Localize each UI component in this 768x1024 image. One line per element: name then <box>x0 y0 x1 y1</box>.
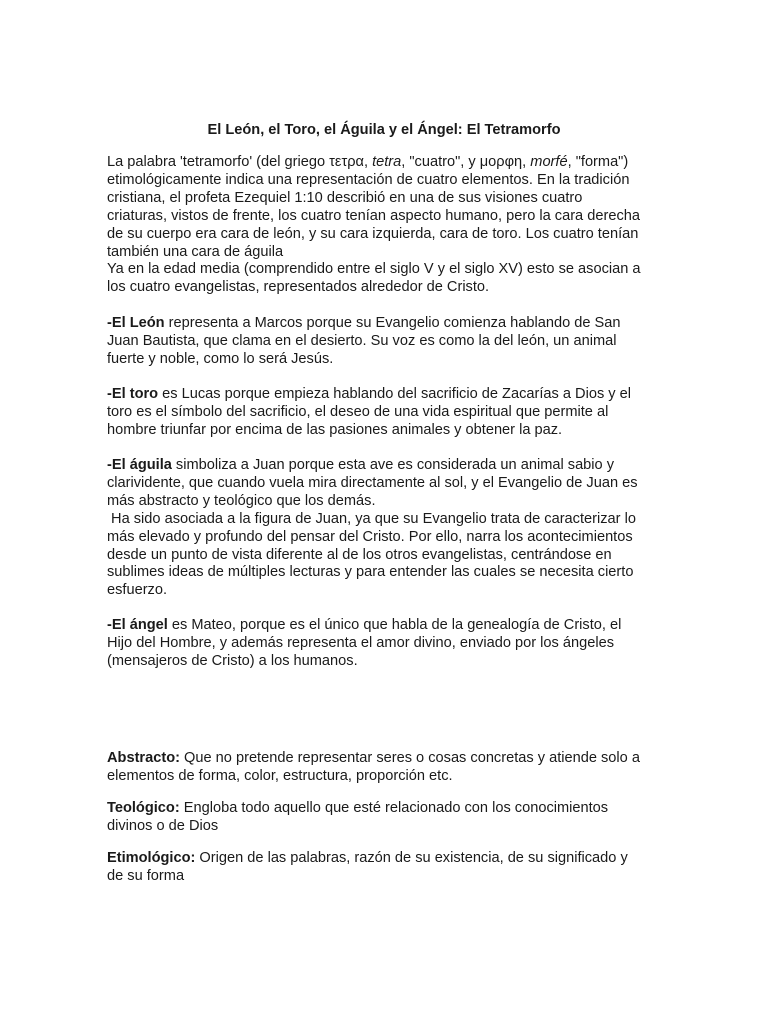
leon-label: -El León <box>107 315 165 331</box>
etimologico-line-1: Etimológico: Origen de las palabras, razón de su existencia, de su significado y <box>107 850 628 866</box>
glossary-teologico <box>107 800 667 836</box>
aguila-line-5: más elevado y profundo del pensar del Cristo. Por ello, narra los acontecimientos <box>107 528 633 545</box>
etimologico-term: Etimológico: <box>107 850 196 866</box>
intro-line-6: también una cara de águila <box>107 243 284 260</box>
document-title: El León, el Toro, el Águila y el Ángel: El Tetramorfo <box>207 122 561 138</box>
aguila-line-7: sublimes ideas de múltiples lecturas y para entender las cuales se necesita cierto <box>107 564 634 581</box>
aguila-line-1: -El águila simboliza a Juan porque esta ave es considerada un animal sabio y <box>107 457 615 473</box>
leon-line-3: fuerte y noble, como lo será Jesús. <box>107 350 334 367</box>
leon-line-2: Juan Bautista, que clama en el desierto. Su voz es como la del león, un animal <box>107 332 617 349</box>
aguila-line-2: clarividente, que cuando vuela mira directamente al sol, y el Evangelio de Juan es <box>107 474 638 491</box>
aguila-line-3: más abstracto y teológico que los demás. <box>107 492 376 509</box>
angel-line-2: Hijo del Hombre, y además representa el amor divino, enviado por los ángeles <box>107 634 614 651</box>
teologico-line-1: Teológico: Engloba todo aquello que esté relacionado con los conocimientos <box>107 800 609 816</box>
abstracto-line-2: elementos de forma, color, estructura, proporción etc. <box>107 767 453 784</box>
intro-line-5: de su cuerpo era cara de león, y su cara izquierda, cara de toro. Los cuatro tenían <box>107 225 639 242</box>
abstracto-term: Abstracto: <box>107 750 180 766</box>
aguila-line-4: Ha sido asociada a la figura de Juan, ya que su Evangelio trata de caracterizar lo <box>107 510 636 527</box>
toro-line-3: hombre triunfar por encima de las pasiones animales y obtener la paz. <box>107 421 563 438</box>
aguila-line-6: desde un punto de vista diferente al de los otros evangelistas, centrándose en <box>107 546 612 563</box>
aguila-paragraph <box>107 457 667 600</box>
leon-paragraph <box>107 315 667 369</box>
intro-line-7: Ya en la edad media (comprendido entre el siglo V y el siglo XV) esto se asocian a <box>107 261 641 278</box>
glossary-abstracto <box>107 750 667 786</box>
intro-line-3: cristiana, el profeta Ezequiel 1:10 describió en una de sus visiones cuatro <box>107 189 583 206</box>
toro-line-1: -El toro es Lucas porque empieza hablando del sacrificio de Zacarías a Dios y el <box>107 386 632 402</box>
teologico-line-2: divinos o de Dios <box>107 817 219 834</box>
glossary-etimologico <box>107 850 667 886</box>
intro-line-4: criaturas, vistos de frente, los cuatro tenían aspecto humano, pero la cara derecha <box>107 207 640 224</box>
angel-paragraph <box>107 617 667 671</box>
intro-line-2: etimológicamente indica una representación de cuatro elementos. En la tradición <box>107 171 630 188</box>
intro-line-8: los cuatro evangelistas, representados alrededor de Cristo. <box>107 279 490 296</box>
intro-line-1: La palabra 'tetramorfo' (del griego τετρα, tetra, "cuatro", y μορφη, morfé, "forma") <box>107 154 629 170</box>
abstracto-line-1: Abstracto: Que no pretende representar seres o cosas concretas y atiende solo a <box>107 750 640 766</box>
etimologico-line-2: de su forma <box>107 867 185 884</box>
angel-line-3: (mensajeros de Cristo) a los humanos. <box>107 652 358 669</box>
teologico-term: Teológico: <box>107 800 180 816</box>
aguila-line-8: esfuerzo. <box>107 582 168 599</box>
angel-label: -El ángel <box>107 617 168 633</box>
leon-line-1: -El León representa a Marcos porque su Evangelio comienza hablando de San <box>107 315 621 331</box>
aguila-label: -El águila <box>107 457 172 473</box>
toro-paragraph <box>107 386 667 440</box>
intro-paragraph <box>107 154 667 297</box>
toro-line-2: toro es el símbolo del sacrificio, el deseo de una vida espiritual que permite al <box>107 403 609 420</box>
angel-line-1: -El ángel es Mateo, porque es el único que habla de la genealogía de Cristo, el <box>107 617 622 633</box>
toro-label: -El toro <box>107 386 159 402</box>
